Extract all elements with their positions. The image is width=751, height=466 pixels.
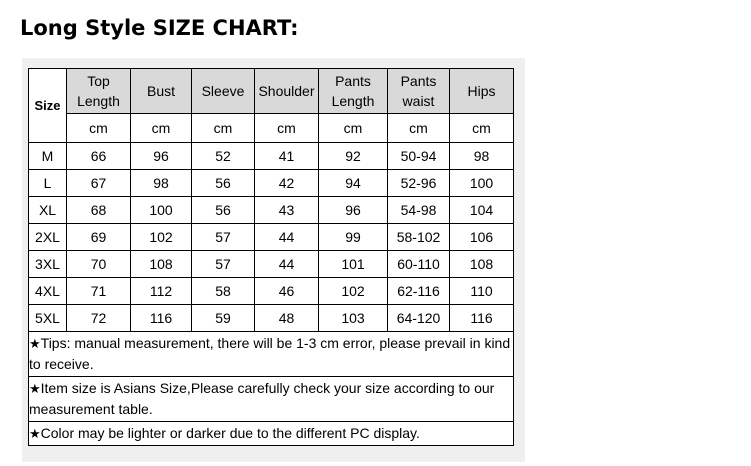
- unit-cell: cm: [319, 114, 388, 143]
- value-cell: 71: [67, 278, 131, 305]
- value-cell: 99: [319, 224, 388, 251]
- note-text: Tips: manual measurement, there will be 1-3 cm error, please prevail in kind to receive.: [29, 335, 511, 372]
- table-row: [29, 170, 514, 197]
- unit-cell: cm: [131, 114, 192, 143]
- value-cell: 94: [319, 170, 388, 197]
- star-icon: ★: [29, 336, 41, 351]
- unit-cell: cm: [192, 114, 255, 143]
- value-cell: 69: [67, 224, 131, 251]
- size-cell: L: [29, 170, 67, 197]
- value-cell: 44: [255, 251, 319, 278]
- value-cell: 70: [67, 251, 131, 278]
- header-pants-waist: Pants waist: [388, 69, 450, 114]
- size-cell: 4XL: [29, 278, 67, 305]
- value-cell: 92: [319, 143, 388, 170]
- value-cell: 116: [131, 305, 192, 332]
- table-row: [29, 305, 514, 332]
- star-icon: ★: [29, 381, 41, 396]
- value-cell: 108: [131, 251, 192, 278]
- header-sleeve: Sleeve: [192, 69, 255, 114]
- value-cell: 48: [255, 305, 319, 332]
- header-row: [29, 69, 514, 114]
- value-cell: 98: [131, 170, 192, 197]
- size-cell: 2XL: [29, 224, 67, 251]
- value-cell: 66: [67, 143, 131, 170]
- star-icon: ★: [29, 426, 41, 441]
- value-cell: 98: [450, 143, 514, 170]
- value-cell: 58: [192, 278, 255, 305]
- size-cell: 5XL: [29, 305, 67, 332]
- value-cell: 102: [319, 278, 388, 305]
- size-cell: XL: [29, 197, 67, 224]
- size-cell: M: [29, 143, 67, 170]
- value-cell: 100: [450, 170, 514, 197]
- value-cell: 57: [192, 251, 255, 278]
- unit-cell: cm: [450, 114, 514, 143]
- unit-cell: cm: [388, 114, 450, 143]
- value-cell: 116: [450, 305, 514, 332]
- unit-cell: cm: [255, 114, 319, 143]
- value-cell: 41: [255, 143, 319, 170]
- value-cell: 96: [131, 143, 192, 170]
- value-cell: 57: [192, 224, 255, 251]
- value-cell: 46: [255, 278, 319, 305]
- value-cell: 43: [255, 197, 319, 224]
- header-shoulder: Shoulder: [255, 69, 319, 114]
- value-cell: 44: [255, 224, 319, 251]
- header-size: Size: [29, 69, 67, 143]
- unit-cell: cm: [67, 114, 131, 143]
- value-cell: 67: [67, 170, 131, 197]
- value-cell: 96: [319, 197, 388, 224]
- note-row-color: [29, 422, 514, 446]
- header-top-length: Top Length: [67, 69, 131, 114]
- value-cell: 59: [192, 305, 255, 332]
- value-cell: 104: [450, 197, 514, 224]
- header-pants-length: Pants Length: [319, 69, 388, 114]
- value-cell: 54-98: [388, 197, 450, 224]
- size-chart-table: [28, 68, 514, 446]
- table-row: [29, 143, 514, 170]
- value-cell: 64-120: [388, 305, 450, 332]
- value-cell: 60-110: [388, 251, 450, 278]
- value-cell: 100: [131, 197, 192, 224]
- value-cell: 52-96: [388, 170, 450, 197]
- value-cell: 106: [450, 224, 514, 251]
- units-row: [29, 114, 514, 143]
- table-row: [29, 197, 514, 224]
- value-cell: 103: [319, 305, 388, 332]
- header-hips: Hips: [450, 69, 514, 114]
- value-cell: 50-94: [388, 143, 450, 170]
- value-cell: 102: [131, 224, 192, 251]
- value-cell: 112: [131, 278, 192, 305]
- value-cell: 110: [450, 278, 514, 305]
- value-cell: 108: [450, 251, 514, 278]
- value-cell: 62-116: [388, 278, 450, 305]
- value-cell: 56: [192, 197, 255, 224]
- value-cell: 72: [67, 305, 131, 332]
- value-cell: 101: [319, 251, 388, 278]
- note-text: Color may be lighter or darker due to the different PC display.: [40, 425, 420, 441]
- note-row-tips: [29, 332, 514, 377]
- note-row-asian-size: [29, 377, 514, 422]
- value-cell: 52: [192, 143, 255, 170]
- table-row: [29, 251, 514, 278]
- note-text: Item size is Asians Size,Please carefully check your size according to our measurement table.: [29, 380, 495, 417]
- header-bust: Bust: [131, 69, 192, 114]
- value-cell: 68: [67, 197, 131, 224]
- value-cell: 58-102: [388, 224, 450, 251]
- value-cell: 42: [255, 170, 319, 197]
- page-title: Long Style SIZE CHART:: [20, 16, 299, 40]
- table-row: [29, 224, 514, 251]
- table-row: [29, 278, 514, 305]
- size-cell: 3XL: [29, 251, 67, 278]
- value-cell: 56: [192, 170, 255, 197]
